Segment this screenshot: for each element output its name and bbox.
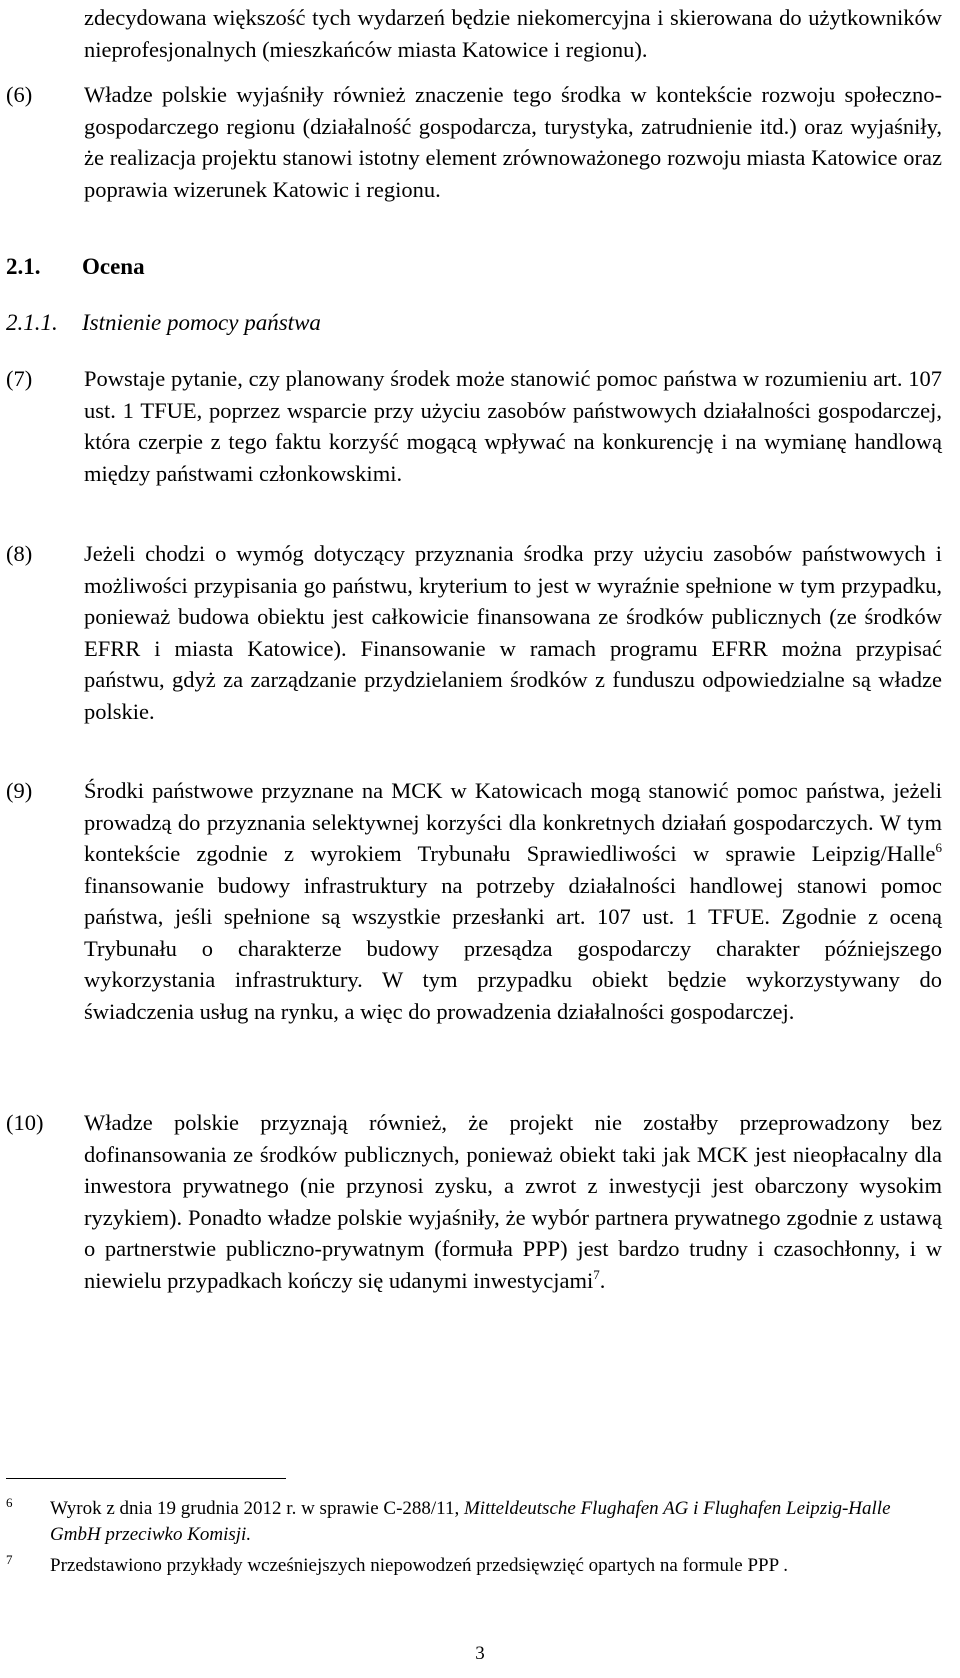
paragraph-text-part: finansowanie budowy infrastruktury na potrzeby działalności handlowej stanowi pomoc państwa, jeśli spełnione są wszystkie przesłanki art. 107 ust. 1 TFUE. Zgodnie z oceną Trybunału o charakterze budowy przesądza gospodarczy charakter późniejszego wykorzystania infrastruktury. W tym przypadku obiekt będzie wykorzystywany do świadczenia usług na rynku, a więc do prowadzenia działalności gospodarczej. — [84, 872, 942, 1024]
continuation-text: zdecydowana większość tych wydarzeń będzie niekomercyjna i skierowana do użytkowników nieprofesjonalnych (mieszkańców miasta Katowice i regionu). — [84, 5, 942, 62]
paragraph-number: (8) — [6, 541, 33, 566]
paragraph-text — [84, 1107, 942, 1296]
paragraph-number: (10) — [6, 1110, 44, 1135]
paragraph-text-part: . — [599, 1267, 606, 1293]
paragraph-number: (7) — [6, 366, 33, 391]
footnote-divider — [6, 1478, 286, 1479]
paragraph-text: Jeżeli chodzi o wymóg dotyczący przyznania środka przy użyciu zasobów państwowych i możliwości przypisania go państwu, kryterium to jest w wyraźnie spełnione w tym przypadku, ponieważ budowa obiektu jest całkowicie finansowana ze środków publicznych (ze środków EFRR i miasta Katowice). Finansowanie w ramach programu EFRR można przypisać państwu, gdyż za zarządzanie przydzielaniem środków z funduszu odpowiedzialne są władze polskie. — [84, 541, 942, 724]
footnote-text-part: Wyrok z dnia 19 grudnia 2012 r. w sprawie C-288/11, — [50, 1498, 464, 1519]
footnote-text: Przedstawiono przykłady wcześniejszych niepowodzeń przedsięwzięć opartych na formule PPP . — [50, 1555, 788, 1576]
paragraph-text: Powstaje pytanie, czy planowany środek może stanowić pomoc państwa w rozumieniu art. 107 ust. 1 TFUE, poprzez wsparcie przy użyciu zasobów państwowych działalności gospodarczej, która czerpie z tego faktu korzyść mogącą wpływać na konkurencję i na wymianę handlową między państwami członkowskimi. — [84, 366, 942, 486]
section-title: Ocena — [82, 254, 145, 279]
page-number: 3 — [475, 1643, 485, 1664]
footnote-6 — [6, 1496, 936, 1548]
section-heading — [6, 254, 145, 280]
paragraph-text — [84, 775, 942, 1027]
paragraph-text-part: Władze polskie przyznają również, że projekt nie zostałby przeprowadzony bez dofinansowania ze środków publicznych, ponieważ obiekt taki jak MCK jest nieopłacalny dla inwestora prywatnego (nie przynosi zysku, a zwrot z inwestycji jest obarczony wysokim ryzykiem). Ponadto władze polskie wyjaśniły, że wybór partnera prywatnego zgodnie z ustawą o partnerstwie publiczno-prywatnym (formuła PPP) jest bardzo trudny i czasochłonny, i w niewielu przypadkach kończy się udanymi inwestycjami — [84, 1110, 942, 1293]
paragraph-number: (9) — [6, 778, 33, 803]
footnote-7 — [6, 1553, 936, 1579]
paragraph-text-part: Środki państwowe przyznane na MCK w Katowicach mogą stanowić pomoc państwa, jeżeli prowadzą do przyznania selektywnej korzyści dla konkretnych działań gospodarczych. W tym kontekście zgodnie z wyrokiem Trybunału Sprawiedliwości w sprawie Leipzig/Halle — [84, 778, 942, 866]
subsection-number: 2.1.1. — [6, 310, 58, 335]
footnote-case-name: Mitteldeutsche Flughafen AG i Flughafen Leipzig-Halle GmbH przeciwko Komisji. — [50, 1498, 891, 1545]
footnote-number: 6 — [6, 1495, 13, 1510]
footnote-ref[interactable]: 6 — [935, 840, 942, 855]
footnote-ref[interactable]: 7 — [593, 1266, 600, 1282]
paragraph-number: (6) — [6, 82, 33, 107]
subsection-heading — [6, 310, 321, 336]
paragraph-text: Władze polskie wyjaśniły również znaczenie tego środka w kontekście rozwoju społeczno-gospodarczego regionu (działalność gospodarcza, turystyka, zatrudnienie itd.) oraz wyjaśniły, że realizacja projektu stanowi istotny element zrównoważonego rozwoju miasta Katowice oraz poprawia wizerunek Katowic i regionu. — [84, 82, 942, 202]
footnote-number: 7 — [6, 1552, 13, 1567]
section-number: 2.1. — [6, 254, 41, 279]
footnote-text — [50, 1496, 936, 1548]
subsection-title: Istnienie pomocy państwa — [82, 310, 321, 335]
